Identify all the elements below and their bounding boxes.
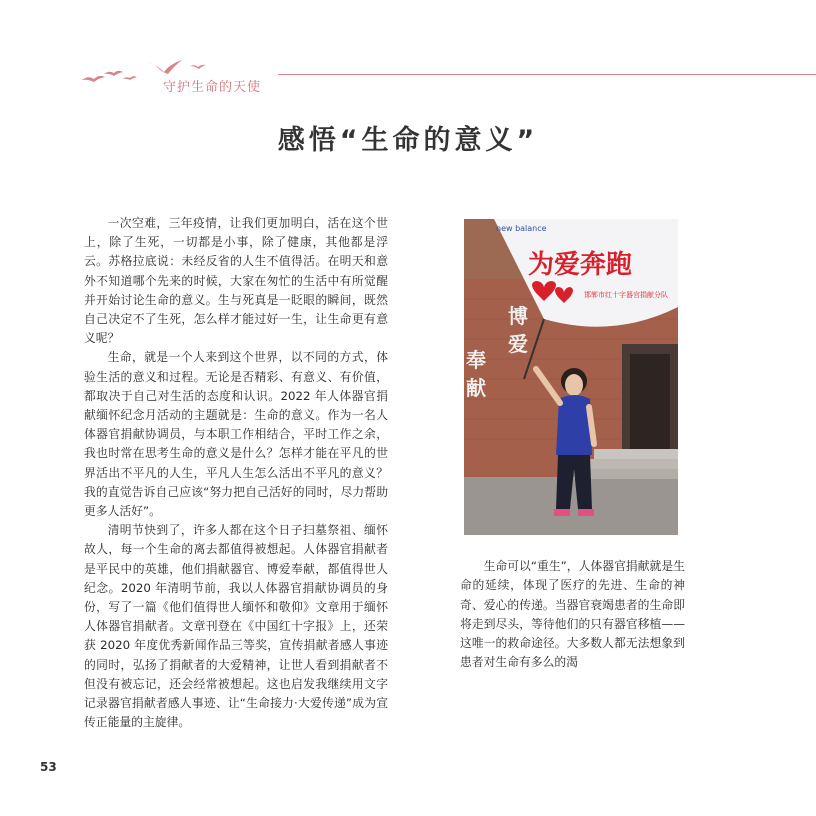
wall-char: 奉 [466, 348, 486, 372]
flag-slogan: 为爱奔跑 [528, 250, 633, 280]
photo-image [464, 219, 678, 535]
paragraph: 生命可以“重生”，人体器官捐献就是生命的延续，体现了医疗的先进、生命的神奇、爱心的传递。当器官衰竭患者的生命即将走到尽头，等待他们的只有器官移植——这唯一的救命途径。大多数人都无法想象到患者对生命有多么的渴 [460, 559, 685, 670]
section-title: 守护生命的天使 [163, 80, 262, 95]
photo [464, 219, 678, 535]
flag-brand: new balance [496, 224, 547, 233]
left-column [84, 214, 388, 732]
page-number: 53 [40, 760, 57, 774]
header-divider [278, 74, 816, 75]
wall-char: 献 [466, 376, 486, 400]
right-column [460, 557, 685, 673]
flag-org: 邯郸市红十字器官捐献分队 [584, 291, 668, 299]
article-title: 感悟“生命的意义” [277, 125, 539, 156]
paragraph: 一次空难，三年疫情，让我们更加明白，活在这个世上，除了生死，一切都是小事，除了健康，其他都是浮云。苏格拉底说：未经反省的人生不值得活。在明天和意外不知道哪个先来的时候，大家在匆忙的生活中有所觉醒并开始讨论生命的意义。生与死真是一眨眼的瞬间，既然自己决定不了生死，怎么样才能过好一生，让生命更有意义呢？ [84, 216, 388, 346]
paragraph: 清明节快到了，许多人都在这个日子扫墓祭祖、缅怀故人，每一个生命的离去都值得被想起。人体器官捐献者是平民中的英雄，他们捐献器官、博爱奉献，都值得世人纪念。2020 年清明节前，我以人体器官捐献协调员的身份，写了一篇《他们值得世人缅怀和敬仰》文章用于缅怀人体器官捐献者。文章刊登在《中国红十字报》上，还荣获 2020 年度优秀新闻作品三等奖，宣传捐献者感人事迹的同时，弘扬了捐献者的大爱精神，让世人看到捐献者不但没有被忘记，还会经常被想起。这也启发我继续用文字记录器官捐献者感人事迹、让“生命接力·大爱传递”成为宣传正能量的主旋律。 [84, 523, 388, 730]
wall-char: 博 [508, 304, 528, 328]
wall-char: 爱 [508, 332, 528, 356]
paragraph: 生命，就是一个人来到这个世界，以不同的方式，体验生活的意义和过程。无论是否精彩、有意义、有价值，都取决于自己对生活的态度和认识。2022 年人体器官捐献缅怀纪念月活动的主题就是：生命的意义。作为一名人体器官捐献协调员，与本职工作相结合，平时工作之余，我也时常在思考生命的意义是什么？怎样才能在平凡的世界活出不平凡的人生，平凡人生怎么活出不平凡的意义？我的直觉告诉自己应该“努力把自己活好的同时，尽力帮助更多人活好”。 [84, 350, 388, 519]
